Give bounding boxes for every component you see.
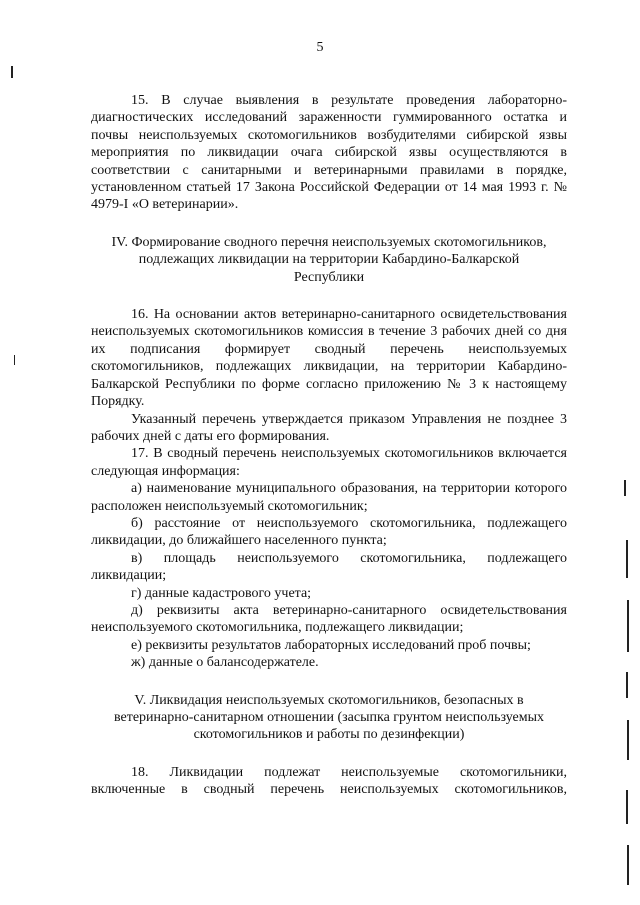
margin-mark-right-2 bbox=[626, 540, 628, 578]
list-item-17f: е) реквизиты результатов лабораторных исследований проб почвы; bbox=[131, 637, 531, 653]
list-item-17d: г) данные кадастрового учета; bbox=[131, 585, 312, 601]
list-item-17a: а) наименование муниципального образования, на территории которого расположен неиспользуемый скотомогильник; bbox=[91, 481, 567, 514]
section-heading-v: V. Ликвидация неиспользуемых скотомогильников, безопасных в ветеринарно-санитарном отношении (засыпка грунтом неиспользуемых скотомогильников и работы по дезинфекции) bbox=[113, 692, 544, 743]
section-heading-iv: IV. Формирование сводного перечня неиспользуемых скотомогильников, подлежащих ликвидации на территории Кабардино-Балкарской Республики bbox=[111, 234, 547, 285]
margin-mark-right-1 bbox=[624, 480, 626, 496]
list-item-17b: б) расстояние от неиспользуемого скотомогильника, подлежащего ликвидации, до ближайшего населенного пункта; bbox=[91, 515, 567, 549]
paragraph-15: 15. В случае выявления в результате проведения лабораторно-диагностических исследований зараженности гуммированного остатка и почвы неиспользуемых скотомогильников возбудителями сибирской язвы мероприятия по ликвидации очага сибирской язвы осуществляются в соответствии с санитарными и ветеринарными правилами в порядке, установленном статьей 17 Закона Российской Федерации от 14 мая 1993 г. № 4979-I «О ветеринарии». bbox=[91, 93, 567, 213]
page-number: 5 bbox=[316, 40, 324, 55]
margin-mark-left-mid bbox=[14, 355, 15, 365]
paragraph-18: 18. Ликвидации подлежат неиспользуемые скотомогильники, включенные в сводный перечень неиспользуемых скотомогильников, bbox=[91, 764, 567, 798]
margin-mark-right-7 bbox=[627, 845, 629, 885]
list-item-17g: ж) данные о балансодержателе. bbox=[131, 655, 319, 671]
document-body bbox=[91, 92, 567, 799]
margin-mark-left-top bbox=[11, 66, 13, 78]
list-item-17c: в) площадь неиспользуемого скотомогильника, подлежащего ликвидации; bbox=[91, 550, 567, 584]
paragraph-16: 16. На основании актов ветеринарно-санитарного освидетельствования неиспользуемых скотомогильников комиссия в течение 3 рабочих дней со дня их подписания формирует сводный перечень неиспользуемых скотомогильников, подлежащих ликвидации, на территории Кабардино-Балкарской Республики по форме согласно приложению № 3 к настоящему Порядку. bbox=[91, 307, 567, 410]
margin-mark-right-4 bbox=[626, 672, 628, 698]
margin-mark-right-6 bbox=[626, 790, 628, 824]
margin-mark-right-5 bbox=[627, 720, 629, 760]
margin-mark-right-3 bbox=[627, 600, 629, 652]
paragraph-16-approval: Указанный перечень утверждается приказом Управления не позднее 3 рабочих дней с даты его формирования. bbox=[91, 411, 567, 444]
list-item-17e: д) реквизиты акта ветеринарно-санитарного освидетельствования неиспользуемого скотомогильника, подлежащего ликвидации; bbox=[91, 602, 567, 636]
paragraph-17: 17. В сводный перечень неиспользуемых скотомогильников включается следующая информация: bbox=[91, 446, 567, 479]
